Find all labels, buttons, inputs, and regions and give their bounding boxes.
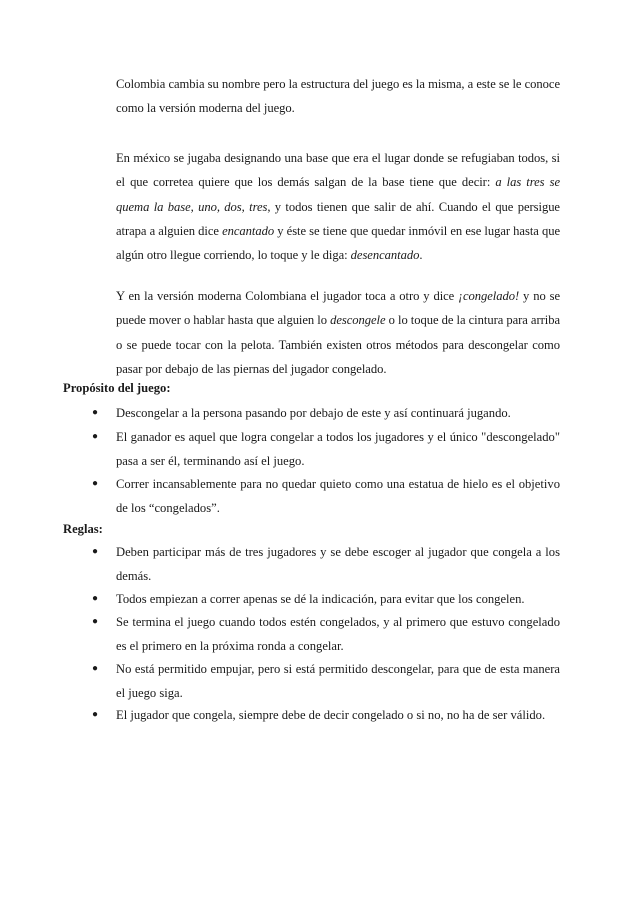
heading-proposito: Propósito del juego: bbox=[63, 381, 171, 395]
paragraph-colombiana-descongele: descongele bbox=[330, 313, 386, 328]
bullet-icon: ● bbox=[91, 663, 99, 674]
bullet-icon: ● bbox=[91, 709, 99, 720]
paragraph-mexico-text-4: . bbox=[419, 248, 423, 263]
bullet-icon: ● bbox=[91, 616, 99, 627]
proposito-item-2 bbox=[91, 425, 560, 474]
reglas-item-1-text: Deben participar más de tres jugadores y se debe escoger al jugador que congela a los demás. bbox=[116, 545, 560, 584]
paragraph-mexico-encantado: encantado bbox=[222, 223, 275, 238]
bullet-icon: ● bbox=[91, 431, 99, 442]
paragraph-mexico-text-1: En méxico se jugaba designando una base que era el lugar donde se refugiaban todos, si el que corretea quiere que los demás salgan de la base tiene que decir: bbox=[116, 151, 560, 190]
reglas-item-2-text: Todos empiezan a correr apenas se dé la indicación, para evitar que los congelen. bbox=[116, 592, 525, 606]
reglas-item-4-text: No está permitido empujar, pero si está permitido descongelar, para que de esta manera el juego siga. bbox=[116, 662, 560, 701]
proposito-item-3-text: Correr incansablemente para no quedar quieto como una estatua de hielo es el objetivo de los “congelados”. bbox=[116, 477, 560, 516]
paragraph-mexico-desencantado: desencantado bbox=[350, 248, 420, 263]
heading-reglas: Reglas: bbox=[63, 522, 103, 536]
paragraph-colombiana bbox=[116, 284, 560, 381]
reglas-item-3 bbox=[91, 610, 560, 659]
reglas-item-5-text: El jugador que congela, siempre debe de decir congelado o si no, no ha de ser válido. bbox=[116, 708, 546, 722]
proposito-item-1 bbox=[91, 401, 560, 425]
bullet-icon: ● bbox=[91, 478, 99, 489]
bullet-icon: ● bbox=[91, 407, 99, 418]
paragraph-mexico bbox=[116, 146, 560, 267]
paragraph-colombiana-text-2: y no se puede mover o hablar hasta que alguien lo bbox=[116, 289, 560, 328]
paragraph-version-moderna: Colombia cambia su nombre pero la estructura del juego es la misma, a este se le conoce como la versión moderna del juego. bbox=[116, 77, 560, 116]
paragraph-colombiana-congelado: ¡congelado! bbox=[458, 289, 520, 303]
paragraph-mexico-text-2: , y todos tienen que salir de ahí. Cuando el que persigue atrapa a alguien dice bbox=[116, 199, 560, 238]
paragraph-colombiana-text-1: Y en la versión moderna Colombiana el jugador toca a otro y dice bbox=[116, 289, 459, 303]
paragraph-colombiana-text-3: o lo toque de la cintura para arriba o se puede tocar con la pelota. También existen otros métodos para descongelar como pasar por debajo de las piernas del jugador congelado. bbox=[116, 313, 560, 376]
reglas-item-2 bbox=[91, 587, 560, 611]
paragraph-mexico-phrase: a las tres se quema la base, uno, dos, tres bbox=[116, 175, 560, 214]
paragraph-mexico-text-3: y éste se tiene que quedar inmóvil en ese lugar hasta que algún otro llegue corriendo, lo toque y le diga: bbox=[116, 223, 560, 263]
bullet-icon: ● bbox=[91, 546, 99, 557]
reglas-item-5 bbox=[91, 703, 560, 727]
reglas-item-3-text: Se termina el juego cuando todos estén congelados, y al primero que estuvo congelado es el primero en la próxima ronda a congelar. bbox=[116, 615, 560, 654]
proposito-item-1-text: Descongelar a la persona pasando por debajo de este y así continuará jugando. bbox=[116, 406, 511, 420]
proposito-item-3 bbox=[91, 472, 560, 521]
reglas-item-4 bbox=[91, 657, 560, 706]
proposito-item-2-text: El ganador es aquel que logra congelar a todos los jugadores y el único "descongelado" pasa a ser él, terminando así el juego. bbox=[116, 430, 560, 469]
bullet-icon: ● bbox=[91, 593, 99, 604]
reglas-item-1 bbox=[91, 540, 560, 589]
